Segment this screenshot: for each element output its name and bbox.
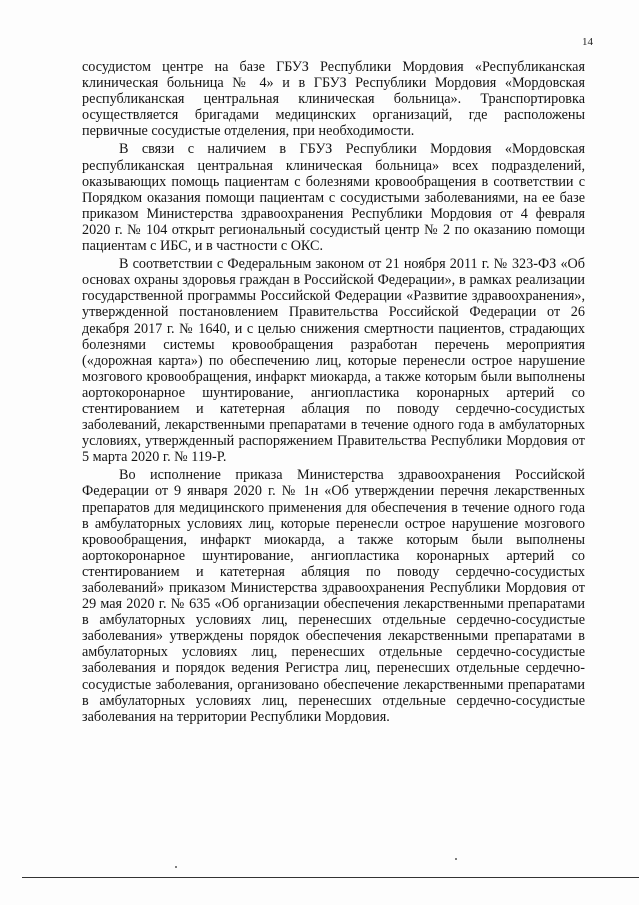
paragraph-1: сосудистом центре на базе ГБУЗ Республики Мордовия «Республиканская клиническая больница № 4» и в ГБУЗ Республики Мордовия «Мордовская республиканская центральная клиническая больница». Транспортировка осуществляется бригадами медицинских организаций, где расположены первичные сосудистые отделения, при необходимости.	[82, 59, 585, 140]
scan-speck	[455, 858, 457, 860]
scan-speck	[175, 866, 177, 868]
paragraph-4: Во исполнение приказа Министерства здравоохранения Российской Федерации от 9 января 2020 г. № 1н «Об утверждении перечня лекарственных препаратов для медицинского применения для обеспечения в течение одного года в амбулаторных условиях лиц, которые перенесли острое нарушение мозгового кровообращения, инфаркт миокарда, а также которым были выполнены аортокоронарное шунтирование, ангиопластика коронарных артерий со стентированием и катетерная абляция по поводу сердечно-сосудистых заболеваний» приказом Министерства здравоохранения Республики Мордовия от 29 мая 2020 г. № 635 «Об организации обеспечения лекарственными препаратами в амбулаторных условиях лиц, перенесших отдельные сердечно-сосудистые заболевания» утверждены порядок обеспечения лекарственными препаратами в амбулаторных условиях лиц, перенесших отдельные сердечно-сосудистые заболевания и порядок ведения Регистра лиц, перенесших отдельные сердечно-сосудистые заболевания, организовано обеспечение лекарственными препаратами в амбулаторных условиях лиц, перенесших отдельные сердечно-сосудистые заболевания на территории Республики Мордовия.	[82, 467, 585, 725]
page-number: 14	[582, 36, 593, 48]
body-text	[82, 59, 585, 727]
paragraph-2: В связи с наличием в ГБУЗ Республики Мордовия «Мордовская республиканская центральная клиническая больница» всех подразделений, оказывающих помощь пациентам с болезнями кровообращения в соответствии с Порядком оказания помощи пациентам с сосудистыми заболеваниями, на ее базе приказом Министерства здравоохранения Республики Мордовия от 4 февраля 2020 г. № 104 открыт региональный сосудистый центр № 2 по оказанию помощи пациентам с ИБС, и в частности с ОКС.	[82, 141, 585, 255]
paragraph-3: В соответствии с Федеральным законом от 21 ноября 2011 г. № 323-ФЗ «Об основах охраны здоровья граждан в Российской Федерации», в рамках реализации государственной программы Российской Федерации «Развитие здравоохранения», утвержденной постановлением Правительства Российской Федерации от 26 декабря 2017 г. № 1640, и с целью снижения смертности пациентов, страдающих болезнями системы кровообращения разработан перечень мероприятия («дорожная карта») по обеспечению лиц, которые перенесли острое нарушение мозгового кровообращения, инфаркт миокарда, а также которым были выполнены аортокоронарное шунтирование, ангиопластика коронарных артерий со стентированием и катетерная аблация по поводу сердечно-сосудистых заболеваний, лекарственными препаратами в течение одного года в амбулаторных условиях, утвержденный распоряжением Правительства Республики Мордовия от 5 марта 2020 г. № 119-Р.	[82, 256, 585, 466]
bottom-border-line	[22, 877, 639, 878]
